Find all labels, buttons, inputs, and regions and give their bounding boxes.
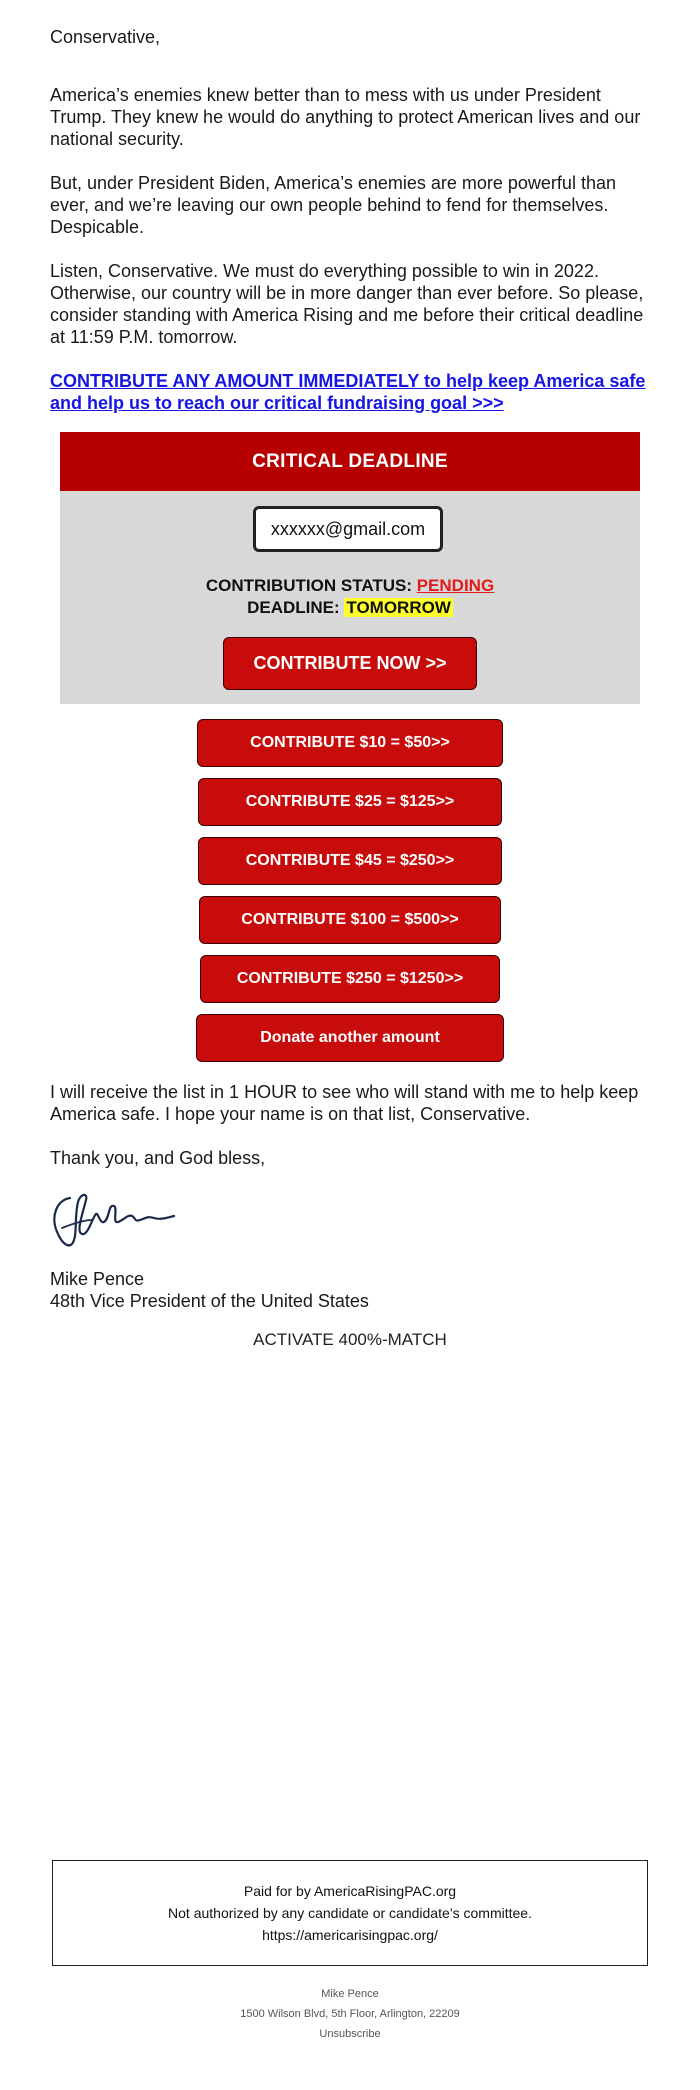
disclaimer-box — [52, 1860, 648, 1966]
status-label: CONTRIBUTION STATUS: — [205, 576, 417, 595]
signoff-block — [50, 1268, 369, 1312]
contribute-250-button[interactable]: CONTRIBUTE $250 = $1250>> — [200, 955, 500, 1003]
deadline-label: DEADLINE: — [247, 598, 345, 617]
contribute-10-button[interactable]: CONTRIBUTE $10 = $50>> — [197, 719, 503, 767]
paragraph-2: But, under President Biden, America’s enemies are more powerful than ever, and we’re leaving our own people behind to fend for themselves. Despicable. — [50, 173, 616, 237]
critical-deadline-title: CRITICAL DEADLINE — [60, 432, 640, 491]
paid-for-text: Paid for by AmericaRisingPAC.org — [243, 1883, 457, 1899]
not-authorized-text: Not authorized by any candidate or candidate’s committee. — [168, 1905, 532, 1921]
thanks-text: Thank you, and God bless, — [50, 1148, 266, 1168]
footer-sender: Mike Pence — [321, 1988, 379, 2000]
contribute-25-button[interactable]: CONTRIBUTE $25 = $125>> — [198, 778, 502, 826]
critical-deadline-box — [60, 432, 640, 704]
email-field[interactable]: xxxxxx@gmail.com — [253, 506, 443, 552]
footer-address: 1500 Wilson Blvd, 5th Floor, Arlington, 22209 — [240, 2008, 460, 2020]
contribute-now-button[interactable]: CONTRIBUTE NOW >> — [223, 637, 477, 690]
contribute-100-button[interactable]: CONTRIBUTE $100 = $500>> — [199, 896, 501, 944]
contribution-status — [60, 575, 640, 619]
contribute-45-button[interactable]: CONTRIBUTE $45 = $250>> — [198, 837, 502, 885]
disclaimer-url-link[interactable]: https://americarisingpac.org/ — [262, 1927, 438, 1943]
greeting: Conservative, — [50, 27, 161, 47]
paragraph-1: America’s enemies knew better than to mess with us under President Trump. They knew he would do anything to protect American lives and our national security. — [50, 85, 641, 149]
signature-image — [48, 1188, 178, 1254]
signer-title: 48th Vice President of the United States — [50, 1291, 369, 1311]
list-text: I will receive the list in 1 HOUR to see who will stand with me to help keep America safe. I hope your name is on that list, Conservative. — [50, 1082, 639, 1124]
donate-another-amount-button[interactable]: Donate another amount — [196, 1014, 504, 1062]
status-pending-link[interactable]: PENDING — [416, 576, 495, 595]
paragraph-3: Listen, Conservative. We must do everything possible to win in 2022. Otherwise, our country will be in more danger than ever before. So please, consider standing with America Rising and me before their critical deadline at 11:59 P.M. tomorrow. — [50, 261, 644, 347]
activate-match-link[interactable]: ACTIVATE 400%-MATCH — [253, 1330, 447, 1349]
deadline-value: TOMORROW — [346, 598, 451, 617]
contribute-any-amount-link[interactable]: CONTRIBUTE ANY AMOUNT IMMEDIATELY to help keep America safe and help us to reach our critical fundraising goal >>> — [50, 371, 646, 413]
signer-name: Mike Pence — [50, 1269, 145, 1289]
unsubscribe-link[interactable]: Unsubscribe — [319, 2028, 381, 2040]
